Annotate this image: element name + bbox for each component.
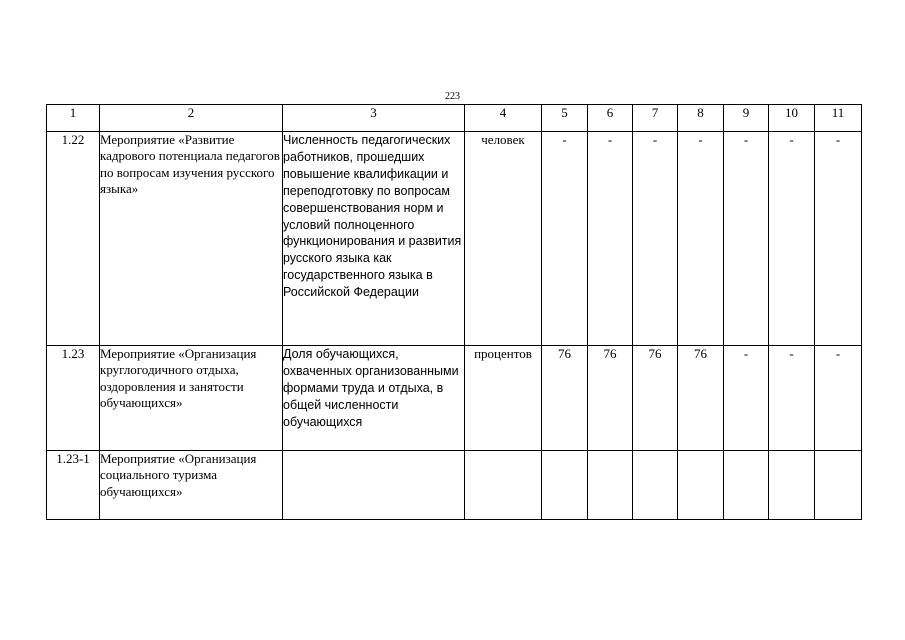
table-row (47, 132, 862, 346)
column-header: 4 (465, 105, 542, 132)
value-cell: - (724, 346, 769, 451)
value-cell: 76 (588, 346, 633, 451)
value-cell: 76 (633, 346, 678, 451)
value-cell (769, 451, 815, 520)
value-cell: - (724, 132, 769, 346)
column-header: 2 (100, 105, 283, 132)
column-header: 6 (588, 105, 633, 132)
row-number: 1.23 (47, 346, 100, 451)
event-name: Мероприятие «Организация социального туризма обучающихся» (100, 451, 283, 520)
indicator-name (283, 451, 465, 520)
indicator-name: Численность педагогических работников, прошедших повышение квалификации и переподготовку по вопросам совершенствования норм и условий полноценного функционирования и развития русского языка как государственного языка в Российской Федерации (283, 132, 465, 346)
page-number: 223 (445, 91, 460, 102)
row-number: 1.22 (47, 132, 100, 346)
unit-cell: человек (465, 132, 542, 346)
column-header: 11 (815, 105, 862, 132)
header-row (47, 105, 862, 132)
value-cell (724, 451, 769, 520)
event-name: Мероприятие «Развитие кадрового потенциала педагогов по вопросам изучения русского языка» (100, 132, 283, 346)
column-header: 8 (678, 105, 724, 132)
column-header: 5 (542, 105, 588, 132)
unit-cell (465, 451, 542, 520)
column-header: 9 (724, 105, 769, 132)
row-number: 1.23-1 (47, 451, 100, 520)
value-cell: 76 (678, 346, 724, 451)
value-cell: - (542, 132, 588, 346)
value-cell (815, 451, 862, 520)
event-name: Мероприятие «Организация круглогодичного отдыха, оздоровления и занятости обучающихся» (100, 346, 283, 451)
unit-cell: процентов (465, 346, 542, 451)
value-cell (588, 451, 633, 520)
column-header: 1 (47, 105, 100, 132)
value-cell: 76 (542, 346, 588, 451)
value-cell: - (815, 346, 862, 451)
column-header: 7 (633, 105, 678, 132)
value-cell: - (588, 132, 633, 346)
value-cell: - (815, 132, 862, 346)
indicator-name: Доля обучающихся, охваченных организованными формами труда и отдыха, в общей численности обучающихся (283, 346, 465, 451)
table-row (47, 451, 862, 520)
value-cell (678, 451, 724, 520)
column-header: 10 (769, 105, 815, 132)
table-row (47, 346, 862, 451)
column-header: 3 (283, 105, 465, 132)
value-cell (542, 451, 588, 520)
value-cell: - (633, 132, 678, 346)
data-table (46, 104, 862, 520)
value-cell: - (678, 132, 724, 346)
value-cell: - (769, 132, 815, 346)
value-cell (633, 451, 678, 520)
value-cell: - (769, 346, 815, 451)
